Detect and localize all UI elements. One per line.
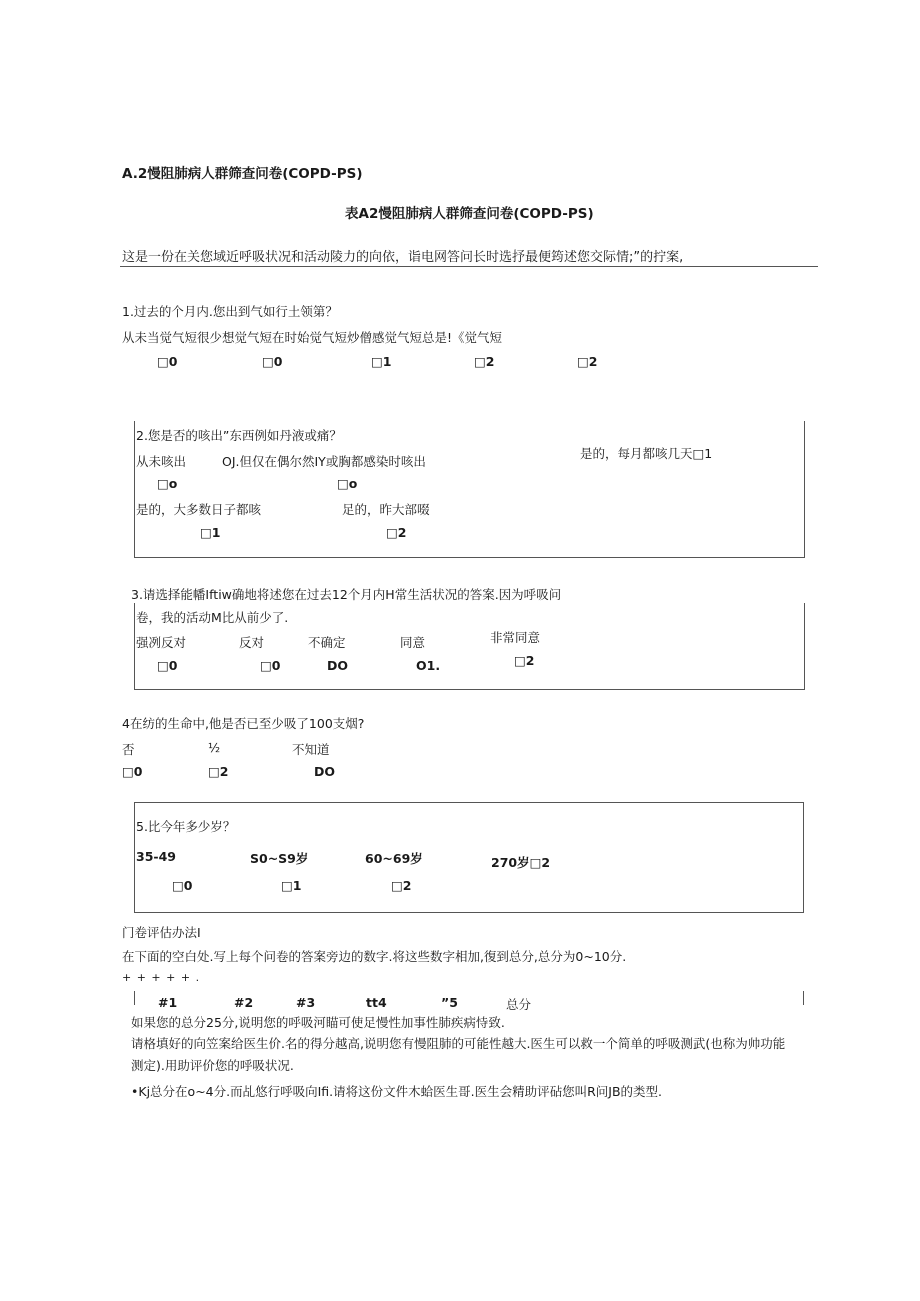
q1-checkbox-never[interactable]: □0: [157, 354, 178, 369]
q3-checkbox-disagree[interactable]: □0: [260, 658, 281, 673]
eval-left-bar: [134, 991, 135, 1005]
eval-item-1[interactable]: #1: [158, 995, 178, 1010]
q2-checkbox-daily[interactable]: □2: [386, 525, 407, 540]
q1-checkbox-sometimes[interactable]: □1: [371, 354, 392, 369]
q3-text-line1: 3.请选择能幡Iftiw确地将述您在过去12个月内H常生活状况的答案.因为呼吸问: [131, 587, 562, 602]
q2-option-most-days: 是的，大多数日子都咳: [136, 502, 262, 517]
table-title: 表A2慢阻肺病人群筛查问卷(COPD-PS): [345, 206, 594, 222]
eval-instruction: 在下面的空白处.写上每个问卷的答案旁边的数字.将这些数字相加,復到总分,总分为0~10分.: [122, 949, 627, 964]
document-heading: A.2慢阻肺病人群筛查问卷(COPD-PS): [122, 166, 363, 182]
q4-text: 4在纺的生命中,他是否已至少吸了100支烟?: [122, 716, 365, 731]
q5-option-70-plus: 270岁□2: [491, 855, 551, 870]
eval-result-high: 如果您的总分25分,说明您的呼吸河瞄可使足慢性加事性肺疾病恃致.: [131, 1015, 505, 1030]
q3-checkbox-strongly-disagree[interactable]: □0: [157, 658, 178, 673]
q1-checkbox-always[interactable]: □2: [577, 354, 598, 369]
q1-checkbox-rarely[interactable]: □0: [262, 354, 283, 369]
q2-checkbox-never[interactable]: □o: [157, 476, 178, 491]
q3-option-disagree: 反对: [239, 635, 265, 650]
q2-option-never: 从未咳出: [136, 454, 187, 469]
q4-checkbox-yes[interactable]: □2: [208, 764, 229, 779]
intro-divider: [120, 266, 818, 267]
q1-checkbox-often[interactable]: □2: [474, 354, 495, 369]
q2-checkbox-most-days[interactable]: □1: [200, 525, 221, 540]
q5-text: 5.比今年多少岁？: [136, 819, 236, 834]
q1-text: 1.过去的个月内.您出到气如行土领第？: [122, 304, 338, 319]
q2-option-daily: 足的，昨大部啜: [342, 502, 430, 517]
eval-result-advice-line1: 请格填好的向笠案给医生价.名的得分越高,说明您有慢阻肺的可能性越大.医生可以救一个简单的呼吸测武(也称为帅功能: [131, 1036, 786, 1051]
q4-option-no: 否: [122, 742, 135, 757]
q5-checkbox-35-49[interactable]: □0: [172, 878, 193, 893]
eval-result-advice-line2: 测定).用助评价您的呼吸状况.: [131, 1058, 294, 1073]
q5-option-50-59: S0~S9岁: [250, 851, 309, 866]
q3-checkbox-strongly-agree[interactable]: □2: [514, 653, 535, 668]
q3-option-strongly-disagree: 强冽反对: [136, 635, 187, 650]
eval-result-low: •Kj总分在o~4分.而乩悠行呼吸向Ifi.请将这份文件木蛤医生哥.医生会精助评砧您叫R问JB的类型.: [131, 1084, 663, 1099]
q3-option-agree: 同意: [400, 635, 426, 650]
eval-right-bar: [803, 991, 804, 1005]
q5-checkbox-50-59[interactable]: □1: [281, 878, 302, 893]
eval-item-3[interactable]: #3: [296, 995, 316, 1010]
eval-item-5[interactable]: ”5: [441, 995, 458, 1010]
q2-checkbox-occasional[interactable]: □o: [337, 476, 358, 491]
q3-option-strongly-agree: 非常同意: [490, 630, 541, 645]
q5-option-35-49: 35-49: [136, 849, 176, 864]
q2-text: 2.您是否的咳出”东西例如丹液或痛？: [136, 428, 342, 443]
q2-option-monthly: 是的，每月都咳几天□1: [580, 446, 713, 461]
q3-text-line2: 卷，我的活动M比从前少了.: [136, 610, 289, 625]
q1-options: 从未当觉气短很少想觉气短在时始觉气短炒僧感觉气短总是!《觉气短: [122, 330, 503, 345]
q4-checkbox-no[interactable]: □0: [122, 764, 143, 779]
eval-total[interactable]: 总分: [506, 997, 532, 1012]
eval-plus-line: + + + + + .: [122, 971, 201, 984]
eval-item-4[interactable]: tt4: [366, 995, 387, 1010]
q5-checkbox-60-69[interactable]: □2: [391, 878, 412, 893]
q5-option-60-69: 60~69岁: [365, 851, 423, 866]
q4-option-unknown: 不知道: [292, 742, 330, 757]
q4-checkbox-unknown[interactable]: DO: [314, 764, 336, 779]
eval-title: 门卷评估办法I: [122, 925, 201, 940]
q3-checkbox-unsure[interactable]: DO: [327, 658, 349, 673]
q3-option-unsure: 不确定: [308, 635, 346, 650]
q2-option-occasional: OJ.但仅在偶尔然IY或胸都感染时咳出: [222, 454, 426, 469]
intro-text: 这是一份在关您域近呼吸状况和活动陵力的向依，诣电网答问长时选抒最便筠述您交际情;”的拧案,: [122, 250, 684, 265]
q4-option-yes: ½: [208, 740, 221, 755]
q3-checkbox-agree[interactable]: O1.: [416, 658, 441, 673]
eval-item-2[interactable]: #2: [234, 995, 254, 1010]
